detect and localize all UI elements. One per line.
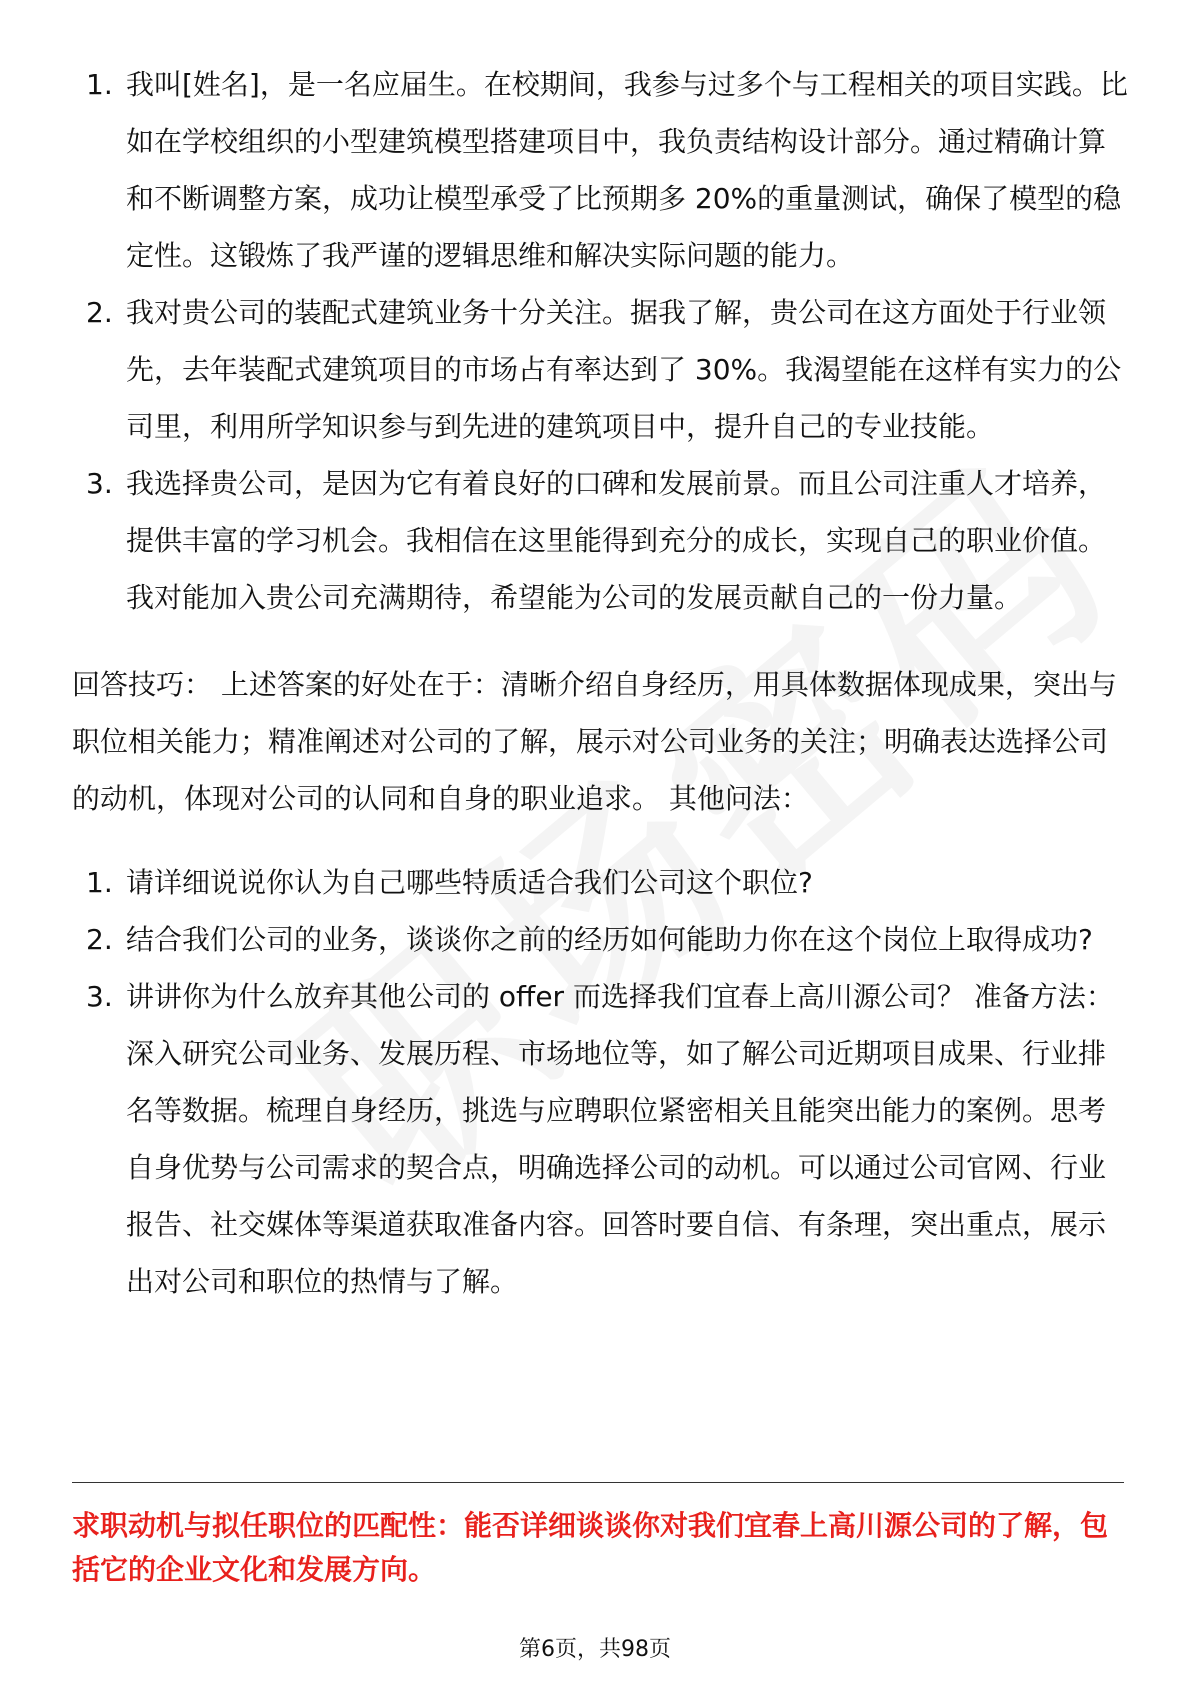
main-content	[72, 56, 1132, 1310]
list-item	[72, 854, 1132, 911]
list-item-text: 讲讲你为什么放弃其他公司的 offer 而选择我们宜春上高川源公司？ 准备方法： 深入研究公司业务、发展历程、市场地位等，如了解公司近期项目成果、行业排名等数据。梳理自身经历，挑选与应聘职位紧密相关且能突出能力的案例。思考自身优势与公司需求的契合点，明确选择公司的动机。可以通过公司官网、行业报告、社交媒体等渠道获取准备内容。回答时要自信、有条理，突出重点，展示出对公司和职位的热情与了解。	[126, 980, 1114, 1298]
answer-list	[72, 56, 1132, 626]
other-questions-list	[72, 854, 1132, 1310]
list-item-text: 我对贵公司的装配式建筑业务十分关注。据我了解，贵公司在这方面处于行业领先，去年装配式建筑项目的市场占有率达到了 30%。我渴望能在这样有实力的公司里，利用所学知识参与到先进的建筑项目中，提升自己的专业技能。	[126, 296, 1122, 443]
list-item-number: 2.	[86, 296, 113, 329]
next-question-heading: 求职动机与拟任职位的匹配性：能否详细谈谈你对我们宜春上高川源公司的了解，包括它的企业文化和发展方向。	[72, 1509, 1109, 1586]
list-item	[72, 284, 1132, 455]
list-item-text: 请详细说说你认为自己哪些特质适合我们公司这个职位?	[126, 866, 813, 899]
list-item	[72, 56, 1132, 284]
answer-tips-paragraph: 回答技巧： 上述答案的好处在于：清晰介绍自身经历，用具体数据体现成果，突出与职位相关能力；精准阐述对公司的了解，展示对公司业务的关注；明确表达选择公司的动机，体现对公司的认同和自身的职业追求。 其他问法：	[72, 668, 1117, 815]
list-item-text: 我叫[姓名]，是一名应届生。在校期间，我参与过多个与工程相关的项目实践。比如在学校组织的小型建筑模型搭建项目中，我负责结构设计部分。通过精确计算和不断调整方案，成功让模型承受了比预期多 20%的重量测试，确保了模型的稳定性。这锻炼了我严谨的逻辑思维和解决实际问题的能力。	[126, 68, 1128, 272]
list-item-number: 3.	[86, 467, 113, 500]
list-item-number: 1.	[86, 866, 113, 899]
list-item	[72, 455, 1132, 626]
page-footer: 第6页，共98页	[519, 1637, 671, 1662]
list-item	[72, 968, 1132, 1310]
list-item-number: 1.	[86, 68, 113, 101]
list-item-text: 结合我们公司的业务，谈谈你之前的经历如何能助力你在这个岗位上取得成功?	[126, 923, 1093, 956]
list-item-number: 2.	[86, 923, 113, 956]
list-item	[72, 911, 1132, 968]
section-divider	[72, 1482, 1124, 1483]
list-item-number: 3.	[86, 980, 113, 1013]
list-item-text: 我选择贵公司，是因为它有着良好的口碑和发展前景。而且公司注重人才培养，提供丰富的学习机会。我相信在这里能得到充分的成长，实现自己的职业价值。我对能加入贵公司充满期待，希望能为公司的发展贡献自己的一份力量。	[126, 467, 1107, 614]
